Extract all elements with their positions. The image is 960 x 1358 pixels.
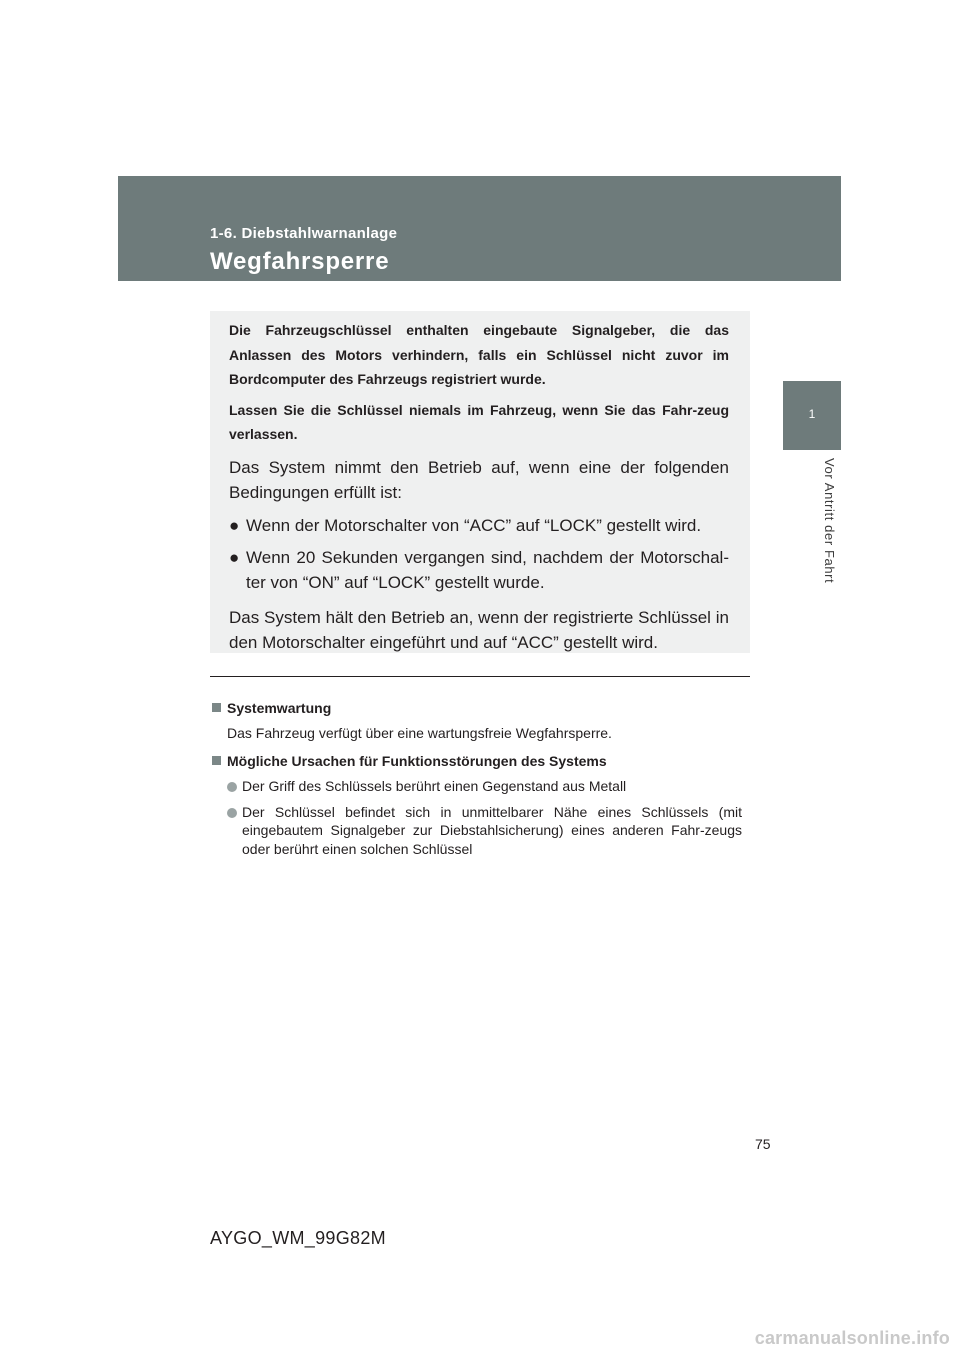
intro-paragraph-warning: Lassen Sie die Schlüssel niemals im Fahrzeug, wenn Sie das Fahr-zeug verlassen. bbox=[229, 401, 729, 442]
watermark: carmanualsonline.info bbox=[754, 1328, 950, 1348]
bullet-dot-icon: ● bbox=[229, 515, 240, 535]
chapter-label: Vor Antritt der Fahrt bbox=[822, 458, 837, 584]
cause-item: Der Schlüssel befindet sich in unmittelbarer Nähe eines Schlüssels (mit eingebautem Signalgeber zur Diebstahlsicherung) eines anderen Fahr-zeugs oder berührt einen solchen Schlüssel bbox=[212, 803, 742, 859]
conditions-lead: Das System nimmt den Betrieb auf, wenn eine der folgenden Bedingungen erfüllt ist: bbox=[229, 457, 729, 502]
section-divider bbox=[210, 676, 750, 677]
condition-item bbox=[229, 545, 729, 595]
condition-text: Wenn der Motorschalter von “ACC” auf “LOCK” gestellt wird. bbox=[246, 515, 702, 535]
condition-text: Wenn 20 Sekunden vergangen sind, nachdem der Motorschal-ter von “ON” auf “LOCK” gestellt wurde. bbox=[246, 547, 729, 592]
bullet-dot-icon: ● bbox=[229, 547, 240, 567]
stop-condition: Das System hält den Betrieb an, wenn der registrierte Schlüssel in den Motorschalter eingeführt und auf “ACC” gestellt wird. bbox=[229, 607, 729, 652]
condition-item bbox=[229, 513, 729, 538]
notes-section bbox=[212, 694, 742, 865]
intro-paragraph-signal: Die Fahrzeugschlüssel enthalten eingebaute Signalgeber, die das Anlassen des Motors verhindern, falls ein Schlüssel nicht zuvor im Bordcomputer des Fahrzeugs registriert wurde. bbox=[229, 322, 729, 387]
causes-heading: Mögliche Ursachen für Funktionsstörungen des Systems bbox=[212, 751, 742, 771]
page-number: 75 bbox=[755, 1136, 771, 1152]
maintenance-text: Das Fahrzeug verfügt über eine wartungsfreie Wegfahrsperre. bbox=[227, 725, 612, 741]
section-label: 1-6. Diebstahlwarnanlage bbox=[210, 225, 398, 242]
maintenance-heading: Systemwartung bbox=[212, 698, 742, 718]
intro-box bbox=[210, 311, 750, 653]
chapter-tab: 1 bbox=[783, 381, 841, 450]
square-bullet-icon bbox=[212, 703, 221, 712]
circle-bullet-icon bbox=[227, 808, 237, 818]
square-bullet-icon bbox=[212, 756, 221, 765]
circle-bullet-icon bbox=[227, 782, 237, 792]
cause-item: Der Griff des Schlüssels berührt einen Gegenstand aus Metall bbox=[212, 777, 742, 796]
page-title: Wegfahrsperre bbox=[210, 248, 390, 275]
document-code: AYGO_WM_99G82M bbox=[210, 1228, 386, 1248]
